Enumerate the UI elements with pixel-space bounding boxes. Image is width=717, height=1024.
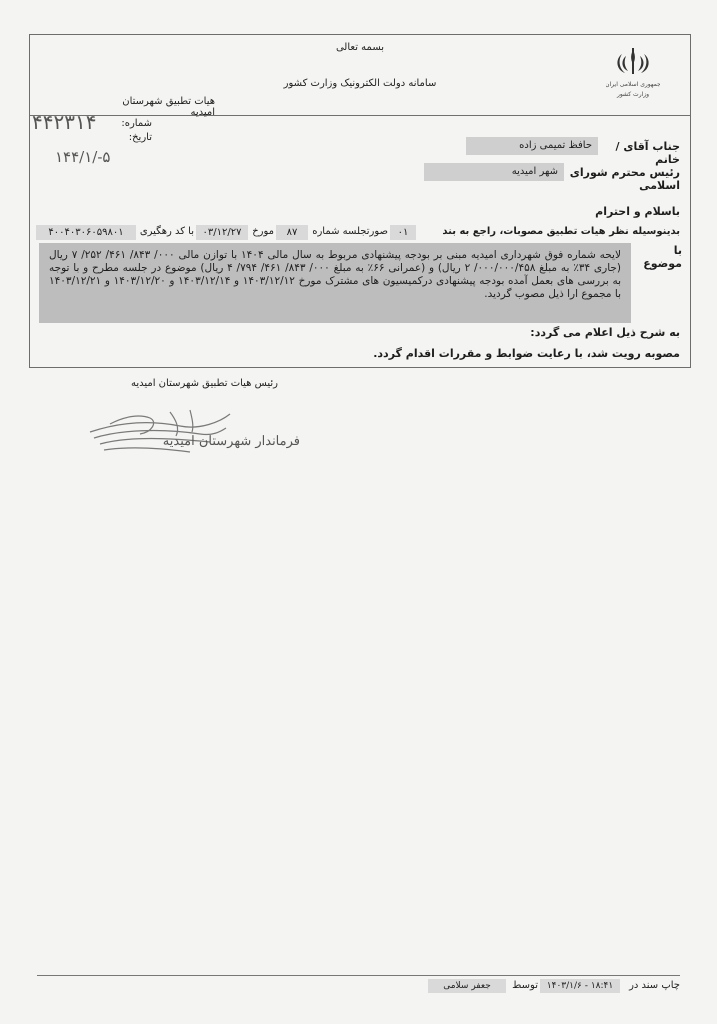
subject-label: با موضوع — [643, 244, 682, 270]
handwritten-number: ۴۴۲۳۱۴ — [32, 110, 97, 134]
number-label: شماره: — [121, 118, 152, 129]
system-name: سامانه دولت الکترونیک وزارت کشور — [283, 78, 437, 89]
emblem-logo — [606, 44, 660, 106]
handwritten-role: فرماندار شهرستان امیدیه — [162, 434, 300, 449]
footer-divider — [37, 975, 680, 976]
dated-label: مورخ — [252, 226, 274, 237]
session-date: ۰۳/۱۲/۲۷ — [196, 225, 248, 240]
basmala: بسمه تعالی — [335, 42, 385, 53]
tracking-label: با کد رهگیری — [139, 226, 194, 237]
session-label: صورتجلسه شماره — [312, 226, 388, 237]
salutation-label: جناب آقای / خانم — [615, 140, 680, 166]
recipient-name: حافظ تمیمی زاده — [466, 137, 598, 155]
printed-by: جعفر سلامی — [428, 979, 506, 993]
subject-box: لایحه شماره فوق شهرداری امیدیه مبنی بر بودجه پیشنهادی مربوط به سال مالی ۱۴۰۴ با توازن مالی ۰۰۰/ ۸۴۳/ ۴۶۱/ ۲۵۲/ ۷ ریال (جاری ۳۴٪ به مبلغ ۰۰۰/۰۰۰/۴۵۸/ ۲ ریال) و (عمرانی ۶۶٪ به مبلغ ۰۰۰/ ۸۴۳/ ۴۶۱/ ۷۹۴/ ۴ ریال) موضوع در جلسه مطرح و با توجه به بررسی های بعمل آمده بودجه پیشنهادی درکمیسیون های مشترک مورخ ۱۴۰۳/۱۲/۱۲ و ۱۴۰۳/۱۲/۱۴ و ۱۴۰۳/۱۲/۲۰ و ۱۴۰۳/۱۲/۲۱ با مجموع ارا ذیل مصوب گردید. — [39, 243, 631, 323]
session-number: ۸۷ — [276, 225, 308, 240]
band-number: ۰۱ — [390, 225, 416, 240]
by-label: توسط — [512, 980, 538, 991]
greeting: باسلام و احترام — [595, 205, 680, 218]
recipient-title: رئیس محترم شورای اسلامی — [569, 166, 680, 192]
svg-text:جمهوری اسلامی ایران: جمهوری اسلامی ایران — [606, 81, 660, 88]
signer-title: رئیس هیات تطبیق شهرستان امیدیه — [130, 378, 278, 389]
svg-text:وزارت کشور: وزارت کشور — [616, 91, 650, 98]
date-label: تاریخ: — [128, 132, 152, 143]
handwritten-date: ۱۴۴/۱/-۵ — [55, 148, 111, 166]
iran-emblem-icon — [606, 44, 660, 106]
print-label: چاپ سند در — [629, 980, 680, 991]
tracking-code: ۴۰۰۴۰۳۰۶۰۵۹۸۰۱ — [36, 225, 136, 240]
board-name: هیات تطبیق شهرستان امیدیه — [122, 96, 215, 118]
print-datetime: ۱۴۰۳/۱/۶ - ۱۸:۴۱ — [540, 979, 620, 993]
recipient-city: شهر امیدیه — [424, 163, 564, 181]
announce-text: به شرح ذیل اعلام می گردد: — [530, 326, 680, 339]
decision-text: مصوبه رویت شد، با رعایت ضوابط و مقررات اقدام گردد. — [373, 347, 680, 360]
intro-text: بدینوسیله نظر هیات تطبیق مصوبات، راجع به بند — [442, 226, 680, 237]
